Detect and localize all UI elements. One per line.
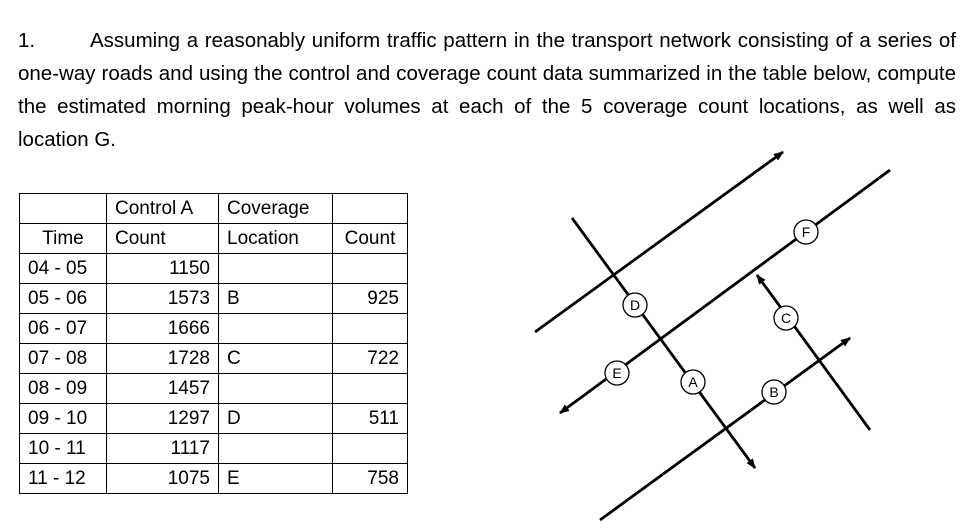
cell-location: D xyxy=(219,404,333,434)
cell-time: 08 - 09 xyxy=(20,374,107,404)
cell-location xyxy=(219,374,333,404)
cell-time: 04 - 05 xyxy=(20,254,107,284)
header-control: Control A xyxy=(107,194,219,224)
count-data-table xyxy=(19,193,408,494)
header-count: Count xyxy=(333,224,408,254)
cell-control: 1666 xyxy=(107,314,219,344)
cell-control: 1297 xyxy=(107,404,219,434)
header-control-count: Count xyxy=(107,224,219,254)
cell-location: E xyxy=(219,464,333,494)
cell-location xyxy=(219,434,333,464)
location-e-label: E xyxy=(612,365,622,381)
cell-time: 09 - 10 xyxy=(20,404,107,434)
location-d-label: D xyxy=(629,297,641,313)
cell-control: 1728 xyxy=(107,344,219,374)
location-a-label: A xyxy=(688,374,698,390)
cell-count xyxy=(333,314,408,344)
cell-time: 10 - 11 xyxy=(20,434,107,464)
table-row xyxy=(20,344,408,374)
road-top-one-way xyxy=(535,152,783,332)
location-f-label: F xyxy=(801,224,811,240)
cell-count xyxy=(333,374,408,404)
cell-location: C xyxy=(219,344,333,374)
table-row xyxy=(20,314,408,344)
cell-time: 07 - 08 xyxy=(20,344,107,374)
location-c-label: C xyxy=(780,310,792,326)
cell-control: 1457 xyxy=(107,374,219,404)
header-blank xyxy=(333,194,408,224)
table-row xyxy=(20,374,408,404)
cell-control: 1150 xyxy=(107,254,219,284)
header-location: Location xyxy=(219,224,333,254)
cell-count: 758 xyxy=(333,464,408,494)
table-header-row xyxy=(20,194,408,224)
cell-location xyxy=(219,254,333,284)
table-header-row xyxy=(20,224,408,254)
cell-control: 1075 xyxy=(107,464,219,494)
table-row xyxy=(20,404,408,434)
cell-count: 722 xyxy=(333,344,408,374)
road-cross-left-one-way xyxy=(572,218,755,468)
cell-count xyxy=(333,254,408,284)
cell-location: B xyxy=(219,284,333,314)
cell-count: 925 xyxy=(333,284,408,314)
cell-time: 11 - 12 xyxy=(20,464,107,494)
question-number: 1. xyxy=(18,29,36,52)
cell-count xyxy=(333,434,408,464)
table-row xyxy=(20,284,408,314)
question-paragraph xyxy=(18,24,956,156)
cell-time: 05 - 06 xyxy=(20,284,107,314)
header-blank xyxy=(20,194,107,224)
header-time: Time xyxy=(20,224,107,254)
header-coverage: Coverage xyxy=(219,194,333,224)
cell-time: 06 - 07 xyxy=(20,314,107,344)
cell-count: 511 xyxy=(333,404,408,434)
road-network-diagram xyxy=(520,140,920,530)
cell-control: 1573 xyxy=(107,284,219,314)
question-text: Assuming a reasonably uniform traffic pattern in the transport network consisting of a series of one-way roads and using the control and coverage count data summarized in the table below, compute the estimated morning peak-hour volumes at each of the 5 coverage count locations, as well as location G. xyxy=(18,29,956,151)
table-row xyxy=(20,464,408,494)
cell-location xyxy=(219,314,333,344)
cell-control: 1117 xyxy=(107,434,219,464)
location-b-label: B xyxy=(769,384,779,400)
table-row xyxy=(20,434,408,464)
table-row xyxy=(20,254,408,284)
road-cross-right-one-way xyxy=(757,275,870,430)
